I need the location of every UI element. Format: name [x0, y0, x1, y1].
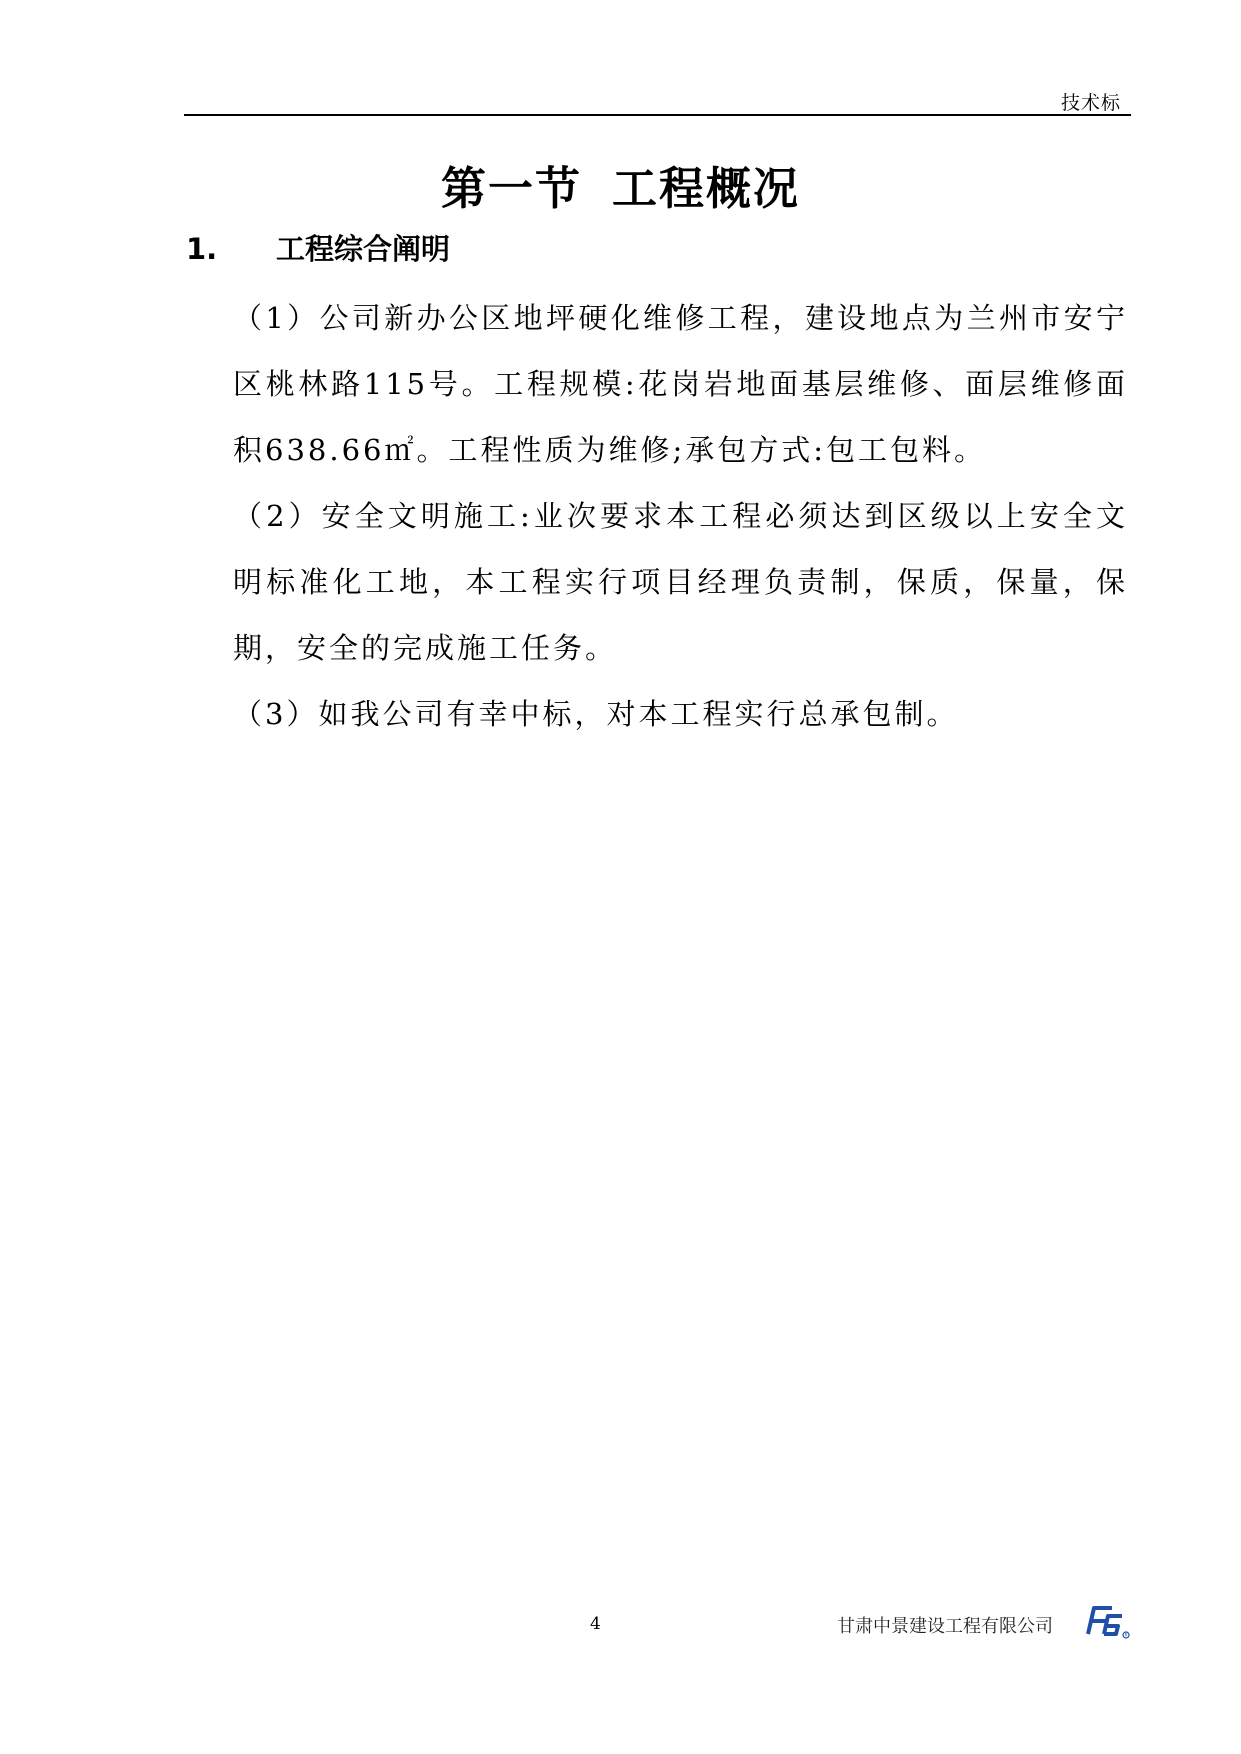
section-title-part2: 工程概况 [612, 162, 801, 215]
page-number: 4 [590, 1614, 601, 1634]
paragraph: （3）如我公司有幸中标，对本工程实行总承包制。 [233, 697, 959, 731]
heading-1 [186, 227, 450, 268]
section-title-part1: 第一节 [440, 162, 582, 215]
svg-text:R: R [1124, 1632, 1128, 1638]
header-rule [184, 114, 1131, 116]
heading-text: 工程综合阐明 [276, 232, 451, 266]
section-title [0, 152, 1241, 217]
footer-company-name: 甘肃中景建设工程有限公司 [837, 1616, 1053, 1637]
heading-number: 1. [186, 232, 218, 266]
paragraph: （1）公司新办公区地坪硬化维修工程，建设地点为兰州市安宁区桃林路115号。工程规模:花岗岩地面基层维修、面层维修面积638.66㎡。工程性质为维修;承包方式:包工包料。 [233, 301, 1128, 467]
paragraph: （2）安全文明施工:业次要求本工程必须达到区级以上安全文明标准化工地，本工程实行项目经理负责制，保质，保量，保期，安全的完成施工任务。 [233, 499, 1128, 665]
company-logo-icon [1082, 1600, 1132, 1640]
body-text [233, 285, 1128, 747]
header-text: 技术标 [1060, 92, 1121, 114]
